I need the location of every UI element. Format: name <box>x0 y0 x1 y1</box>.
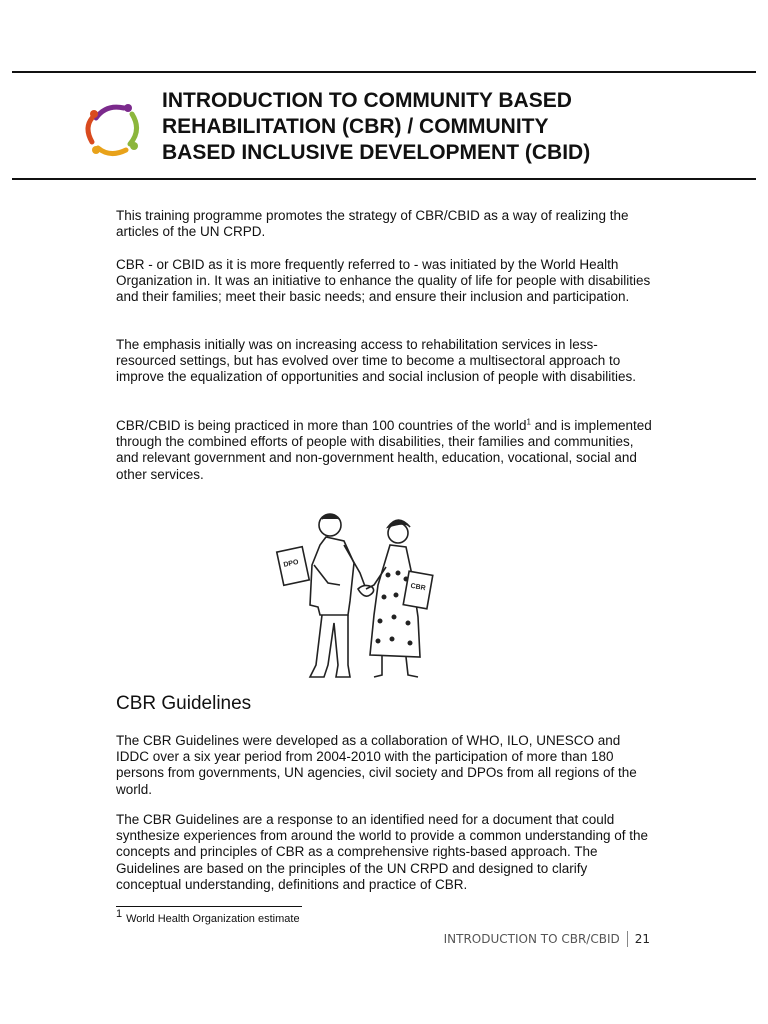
footnote-rule <box>116 906 302 907</box>
footnote-text: World Health Organization estimate <box>126 913 300 925</box>
logo-red-arc <box>88 118 92 142</box>
cbr-logo <box>84 100 144 158</box>
logo-green-arc <box>130 114 137 144</box>
practice-text-b: and is implemented through the combined efforts of people with disabilities, their families and communities, and relevant government and non-government health, education, vocational, social and other services. <box>116 418 652 482</box>
page-footer <box>444 931 650 947</box>
title-line-3: BASED INCLUSIVE DEVELOPMENT (CBID) <box>162 141 591 164</box>
handshake-illustration <box>270 505 454 685</box>
guidelines-paragraph-1: The CBR Guidelines were developed as a collaboration of WHO, ILO, UNESCO and IDDC over a six year period from 2004-2010 with the participation of more than 180 persons from governments, UN agencies, civil society and DPOs from all regions of the world. <box>116 733 637 797</box>
footnote-ref[interactable]: 1 <box>526 417 531 427</box>
practice-text-a: CBR/CBID is being practiced in more than 100 countries of the world <box>116 418 527 433</box>
section-heading: CBR Guidelines <box>116 693 252 714</box>
running-title: INTRODUCTION TO CBR/CBID <box>443 932 620 946</box>
page-number: 21 <box>634 932 650 946</box>
header-top-rule <box>12 71 756 73</box>
dpo-folder-label: DPO <box>282 558 300 569</box>
footnote-number: 1 <box>116 908 123 921</box>
page-title <box>162 88 722 166</box>
title-line-2: REHABILITATION (CBR) / COMMUNITY <box>162 115 549 138</box>
logo-purple-arc <box>96 107 124 118</box>
emphasis-paragraph: The emphasis initially was on increasing access to rehabilitation services in less-resourced settings, but has evolved over time to become a multisectoral approach to improve the equalization of opportunities and social inclusion of people with disabilities. <box>116 337 637 385</box>
title-line-1: INTRODUCTION TO COMMUNITY BASED <box>162 89 572 112</box>
header-bottom-rule <box>12 178 756 180</box>
history-paragraph: CBR - or CBID as it is more frequently referred to - was initiated by the World Health Organization in. It was an initiative to enhance the quality of life for people with disabilities and their families; meet their basic needs; and ensure their inclusion and participation. <box>116 257 651 305</box>
cbr-folder-label: CBR <box>409 582 427 593</box>
logo-orange-arc <box>98 148 126 154</box>
guidelines-paragraph-2: The CBR Guidelines are a response to an identified need for a document that could synthesize experiences from around the world to provide a common understanding of the concepts and principles of CBR as a comprehensive rights-based approach. The Guidelines are based on the principles of the UN CRPD and designed to clarify conceptual understanding, definitions and practice of CBR. <box>116 812 649 892</box>
intro-paragraph: This training programme promotes the strategy of CBR/CBID as a way of realizing the articles of the UN CRPD. <box>116 208 629 240</box>
practice-paragraph <box>116 418 656 483</box>
footer-divider <box>627 931 628 947</box>
footnote <box>116 908 300 925</box>
